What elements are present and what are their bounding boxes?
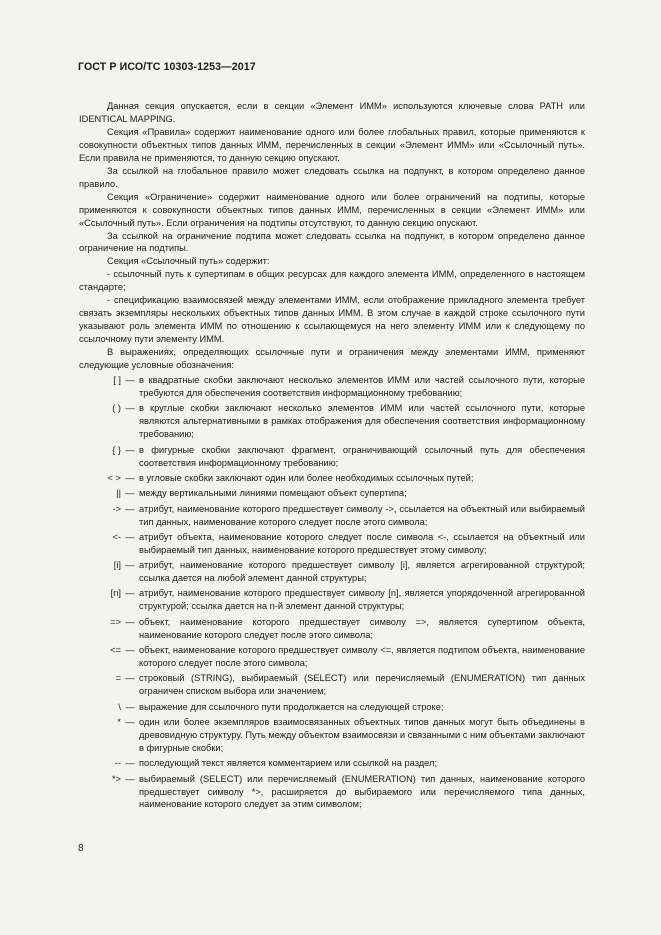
notation-row [79,559,585,585]
dash: — [125,716,135,727]
notation-symbol: *> [111,773,121,784]
notation-row [79,472,585,485]
notation-symbol: <= [110,645,121,656]
notation-symbol: = [115,673,121,684]
notation-row [79,587,585,613]
notation-symbol: -- [114,758,121,769]
notation-text: последующий текст является комментарием или ссылкой на раздел; [139,758,438,769]
dash: — [125,560,135,571]
dash: — [125,488,135,499]
paragraph: За ссылкой на глобальное правило может следовать ссылка на подпункт, в котором определено данное правило. [79,165,585,189]
notation-row [79,616,585,642]
notation-row [79,374,585,400]
notation-symbol: || [116,488,121,499]
notation-text: в угловые скобки заключают один или более необходимых ссылочных путей; [139,472,474,483]
notation-text: атрибут объекта, наименование которого следует после символа <-, ссылается на объектный или выбираемый тип данных, наименование которого предшествует этому символу; [139,531,585,555]
notation-text: выражение для ссылочного пути продолжается на следующей строке; [139,701,444,712]
notation-symbol: => [110,616,121,627]
notation-symbol: -> [112,503,121,514]
notation-row [79,531,585,557]
paragraph: Секция «Ссылочный путь» содержит: [107,256,270,267]
dash: — [125,472,135,483]
dash: — [125,588,135,599]
dash: — [125,375,135,386]
notation-symbol: \ [118,701,121,712]
notation-text: атрибут, наименование которого предшествует символу ->, ссылается на объектный или выбираемый тип данных, наименование которого следует после этого символа; [139,503,585,527]
notation-symbol: < > [107,472,121,483]
list-item: - ссылочный путь к супертипам в общих ресурсах для каждого элемента ИММ, определенного в настоящем стандарте; [79,269,585,293]
paragraph: В выражениях, определяющих ссылочные пути и ограничения между элементами ИММ, применяют следующие условные обозначения: [79,347,585,371]
notation-symbol: [i] [113,560,121,571]
notation-symbol: [n] [110,588,121,599]
notation-text: между вертикальными линиями помещают объект супертипа; [139,488,407,499]
notation-text: в квадратные скобки заключают несколько элементов ИММ или частей ссылочного пути, которые требуются для обеспечения соответствия информационному требованию; [139,375,585,398]
notation-text: в фигурные скобки заключают фрагмент, ограничивающий ссылочный путь для обеспечения соответствия информационному требованию; [139,444,585,468]
notation-row [79,503,585,529]
paragraph: Секция «Ограничение» содержит наименование одного или более ограничений на подтипы, которые применяются к совокупности объектных типов данных ИММ, перечисленных в секции «Элемент ИММ» или «Ссылочный путь». Если ограничения на подтипы отсутствуют, то данную секцию опускают. [79,191,585,228]
dash: — [125,503,135,514]
document-header: ГОСТ Р ИСО/ТС 10303-1253—2017 [78,61,256,73]
notation-symbol: <- [112,531,121,542]
notation-text: один или более экземпляров взаимосвязанных объектных типов данных могут быть объединены в древовидную структуру. Путь между объектом взаимосвязи и связанными с ним объектами заключают в фигурные скобки; [139,716,585,753]
dash: — [125,758,135,769]
dash: — [125,773,135,784]
notation-row [79,487,585,500]
notation-row [79,701,585,714]
notation-text: выбираемый (SELECT) или перечисляемый (ENUMERATION) тип данных, наименование которого предшествует символу *>, расширяется до выбираемого или перечисляемого типа данных, наименование которого следует за этим символом; [139,773,585,810]
dash: — [125,701,135,712]
notation-row [79,773,585,812]
dash: — [125,403,135,414]
notation-symbol: ( ) [112,403,121,414]
paragraph: Данная секция опускается, если в секции «Элемент ИММ» используются ключевые слова PATH или IDENTICAL MAPPING. [79,101,585,124]
notation-text: строковый (STRING), выбираемый (SELECT) или перечисляемый (ENUMERATION) тип данных ограничен списком выбора или значением; [139,673,585,697]
dash: — [125,645,135,656]
notation-text: атрибут, наименование которого предшествует символу [n], является упорядоченной агрегированной структурой; ссылка дается на n-й элемент данной структуры; [139,588,585,612]
paragraph: Секция «Правила» содержит наименование одного или более глобальных правил, которые применяются к совокупности объектных типов данных ИММ, перечисленных в секции «Элемент ИММ» или «Ссылочный путь». Если правила не применяются, то данную секцию опускают. [79,126,585,163]
notation-symbol: * [117,716,121,727]
notation-row [79,402,585,441]
notation-symbol: { } [112,444,121,455]
dash: — [125,616,135,627]
page-number: 8 [78,843,84,854]
notation-row [79,757,585,770]
notation-row [79,716,585,755]
notation-row [79,444,585,470]
dash: — [125,673,135,684]
notation-row [79,672,585,698]
paragraph: За ссылкой на ограничение подтипа может следовать ссылка на подпункт, в котором определено данное ограничение на подтипы. [79,230,585,254]
dash: — [125,531,135,542]
notation-text: объект, наименование которого предшествует символу =>, является супертипом объекта, наименование которого следует после этого символа; [139,616,585,640]
notation-text: атрибут, наименование которого предшествует символу [i], является агрегированной структурой; ссылка дается на любой элемент данной структуры; [139,560,585,584]
notation-text: объект, наименование которого предшествует символу <=, является подтипом объекта, наименование которого следует после этого символа; [139,645,585,668]
notation-row [79,644,585,670]
list-item: - спецификацию взаимосвязей между элементами ИММ, если отображение прикладного элемента требует связать экземпляры нескольких объектных типов данных ИММ. В этом случае в каждой строке ссылочного пути указывают роль элемента ИММ по отношению к ссылающемуся на него элементу ИММ или к следующему по ссылочному пути элементу ИММ. [79,295,585,345]
dash: — [125,444,135,455]
notation-text: в круглые скобки заключают несколько элементов ИММ или частей ссылочного пути, которые являются альтернативными в рамках отображения для обеспечения соответствия информационному требованию; [139,403,585,440]
notation-symbol: [ ] [113,375,121,386]
document-body [79,100,585,814]
